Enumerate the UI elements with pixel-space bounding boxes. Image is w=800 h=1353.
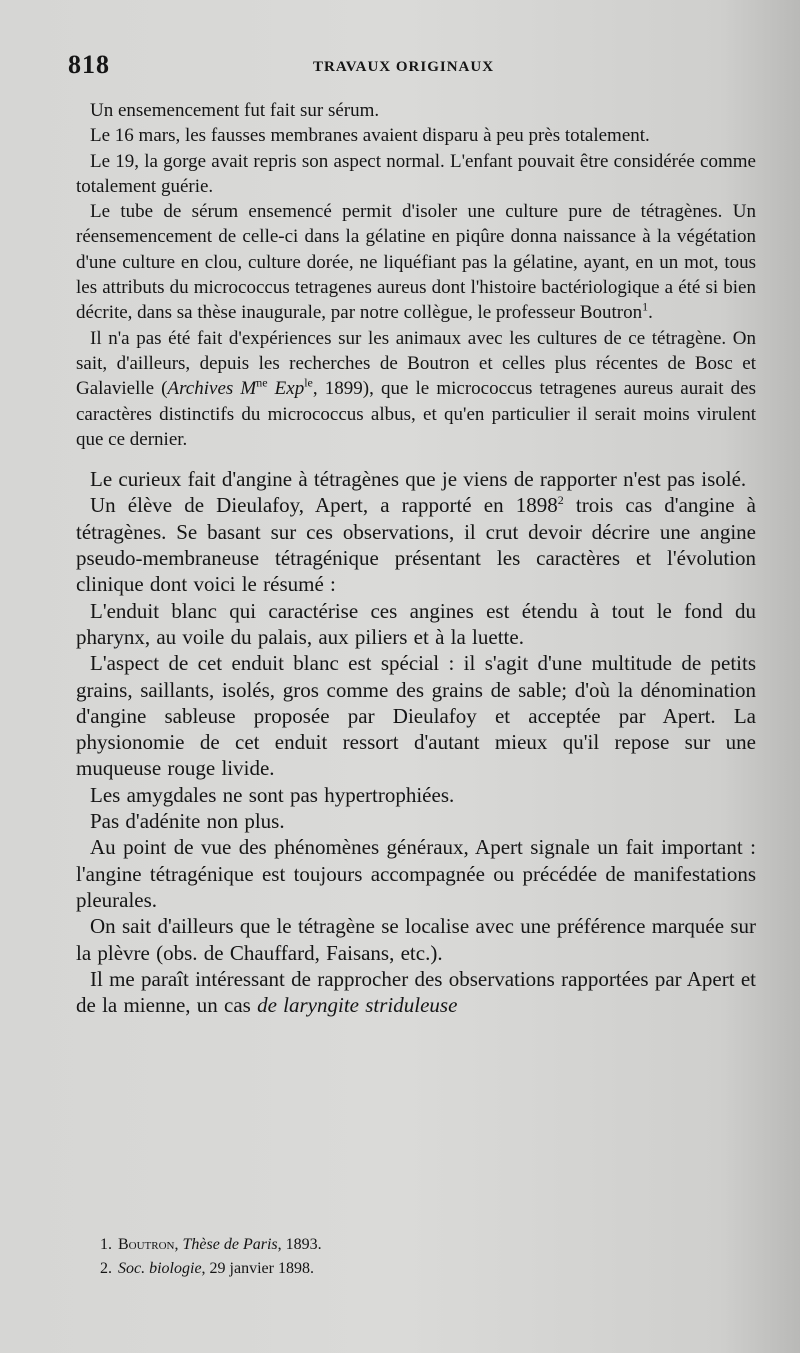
footnote: 1. Boutron, Thèse de Paris, 1893. [100, 1236, 322, 1253]
text-block-observation [76, 98, 756, 452]
paragraph: On sait d'ailleurs que le tétragène se localise avec une préférence marquée sur la plèvre (obs. de Chauffard, Faisans, etc.). [76, 914, 756, 965]
footnote: 2. Soc. biologie, 29 janvier 1898. [100, 1260, 314, 1277]
paragraph: L'enduit blanc qui caractérise ces angines est étendu à tout le fond du pharynx, au voile du palais, aux piliers et à la luette. [76, 598, 756, 649]
paragraph: Au point de vue des phénomènes généraux, Apert signale un fait important : l'angine tétragénique est toujours accompagnée ou précédée de manifestations pleurales. [76, 835, 756, 912]
page-number: 818 [68, 50, 110, 79]
paragraph: Le tube de sérum ensemencé permit d'isoler une culture pure de tétragènes. Un réensemencement de celle-ci dans la gélatine en piqûre donna naissance à la végétation d'une culture en clou, culture dorée, ne liquéfiant pas la gélatine, ayant, en un mot, tous les attributs du micrococcus tetragenes aureus dont l'histoire bactériologique a été si bien décrite, dans sa thèse inaugurale, par notre collègue, le professeur Boutron$^1$. [76, 201, 756, 324]
paragraph: Le 16 mars, les fausses membranes avaient disparu à peu près totalement. [90, 125, 650, 147]
paragraph: Les amygdales ne sont pas hypertrophiées. [90, 782, 455, 807]
text-block-discussion [76, 466, 756, 1018]
paragraph: Pas d'adénite non plus. [90, 809, 285, 834]
page-header [68, 50, 758, 84]
paragraph: Il n'a pas été fait d'expériences sur les animaux avec les cultures de ce tétragène. On sait, d'ailleurs, depuis les recherches de Boutron et celles plus récentes de Bosc et Galavielle (Archives $M^{ne}$ Exp$^{le}$, 1899), que le micrococcus tetragenes aureus aurait des caractères distinctifs du micrococcus albus, et qu'en particulier il serait moins virulent que ce dernier. [76, 327, 756, 450]
footnote-ref: 1 [642, 300, 649, 315]
paragraph: Un élève de Dieulafoy, Apert, a rapporté en 1898$^2$ trois cas d'angine à tétragènes. Se basant sur ces observations, il crut devoir décrire une angine pseudo-membraneuse tétragénique présentant les caractères et l'évolution clinique dont voici le résumé : [76, 493, 756, 597]
paragraph: Le curieux fait d'angine à tétragènes que je viens de rapporter n'est pas isolé. [90, 467, 747, 492]
running-head: TRAVAUX ORIGINAUX [313, 59, 495, 75]
footnotes [100, 1233, 740, 1281]
paragraph: L'aspect de cet enduit blanc est spécial : il s'agit d'une multitude de petits grains, saillants, isolés, gros comme des grains de sable; d'où la dénomination d'angine sableuse proposée par Dieulafoy et acceptée par Apert. La physionomie de cet enduit ressort d'autant mieux qu'il repose sur une muqueuse rouge livide. [76, 651, 756, 781]
paragraph: Un ensemencement fut fait sur sérum. [90, 100, 380, 121]
paragraph: Il me paraît intéressant de rapprocher des observations rapportées par Apert et de la mienne, un cas de laryngite striduleuse [76, 966, 756, 1018]
footnote-ref: 2 [557, 493, 564, 508]
body-text [76, 98, 756, 1018]
paragraph: Le 19, la gorge avait repris son aspect normal. L'enfant pouvait être considérée comme totalement guérie. [76, 150, 756, 197]
